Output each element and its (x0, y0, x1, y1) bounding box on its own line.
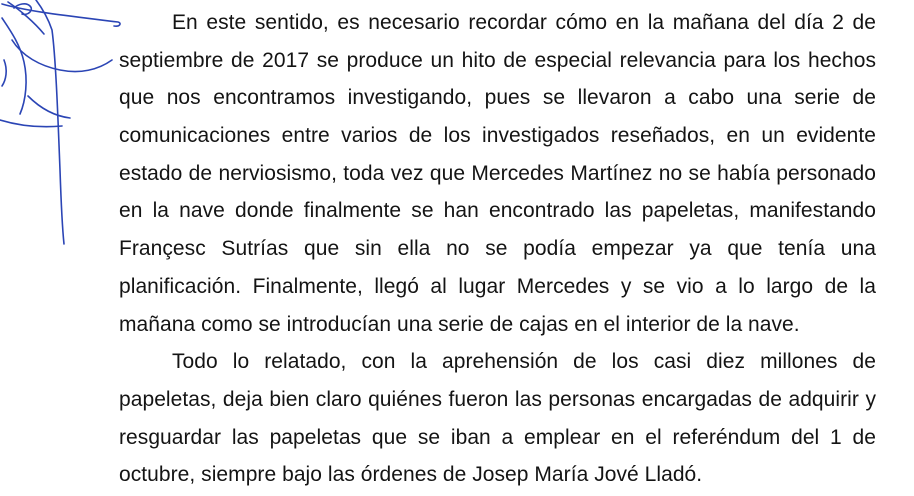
text-line: mañana como se introducían una serie de cajas en el interior de la nave. (119, 312, 800, 336)
text-line: estado de nerviosismo, toda vez que Mercedes Martínez no se había personado (119, 161, 876, 185)
body-text (119, 4, 876, 494)
text-line: Françesc Sutrías que sin ella no se podía empezar ya que tenía una (119, 237, 876, 261)
text-line: resguardar las papeletas que se iban a emplear en el referéndum del 1 de (119, 425, 876, 449)
text-line: septiembre de 2017 se produce un hito de especial relevancia para los hechos (119, 48, 876, 72)
text-line: comunicaciones entre varios de los investigados reseñados, en un evidente (119, 124, 876, 148)
handwritten-signature (0, 0, 125, 250)
text-line: papeletas, deja bien claro quiénes fueron las personas encargadas de adquirir y (119, 387, 876, 411)
text-line: en la nave donde finalmente se han encontrado las papeletas, manifestando (119, 199, 876, 223)
text-line: octubre, siempre bajo las órdenes de Josep María Jové Lladó. (119, 463, 703, 487)
text-line: En este sentido, es necesario recordar cómo en la mañana del día 2 de (172, 11, 876, 34)
text-line: Todo lo relatado, con la aprehensión de los casi diez millones de (172, 350, 876, 374)
paragraph-2 (119, 343, 876, 494)
text-line: planificación. Finalmente, llegó al lugar Mercedes y se vio a lo largo de la (119, 274, 876, 298)
paragraph-1 (119, 4, 876, 343)
text-line: que nos encontramos investigando, pues se llevaron a cabo una serie de (119, 86, 876, 110)
